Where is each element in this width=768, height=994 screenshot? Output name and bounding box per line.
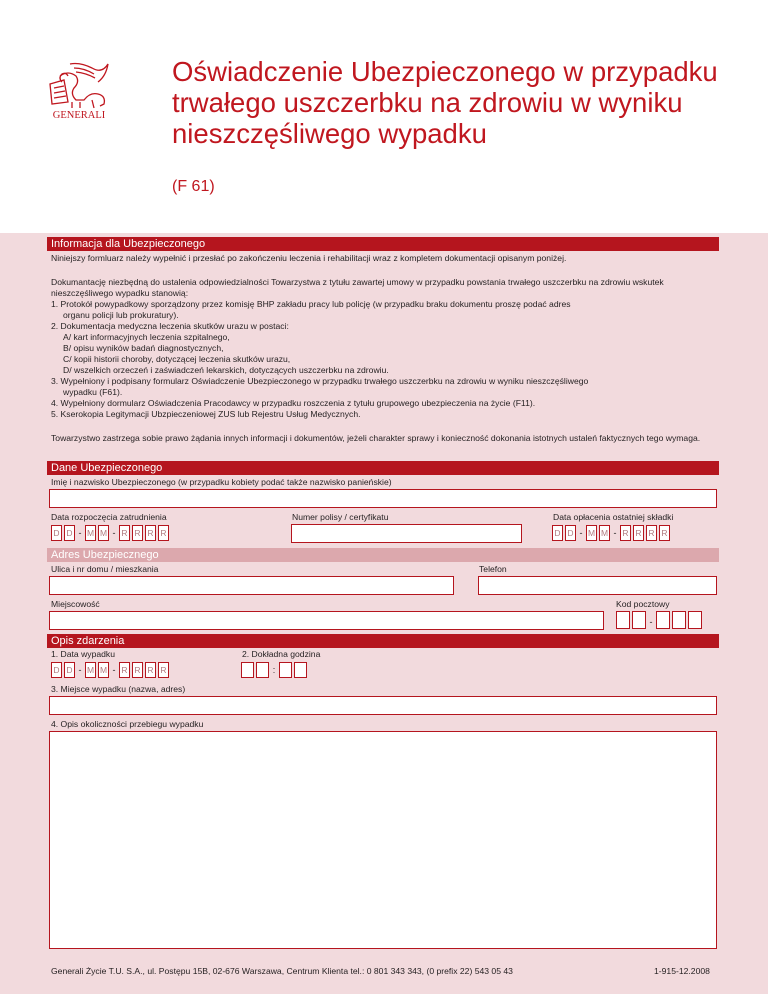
hour-box[interactable]: [241, 662, 254, 678]
date-separator: -: [78, 665, 82, 675]
year-box[interactable]: R: [132, 662, 143, 678]
accident-date-label: 1. Data wypadku: [51, 649, 116, 659]
month-box[interactable]: M: [85, 662, 96, 678]
year-box[interactable]: R: [659, 525, 670, 541]
date-separator: -: [112, 528, 116, 538]
month-box[interactable]: M: [586, 525, 597, 541]
doc-item-2a: A/ kart informacyjnych leczenia szpitalnego,: [63, 332, 230, 342]
year-box[interactable]: R: [119, 525, 130, 541]
policy-number-label: Numer polisy / certyfikatu: [292, 512, 389, 522]
event-heading: Opis zdarzenia: [47, 634, 719, 648]
doc-item-4: 4. Wypełniony dormularz Oświadczenia Pracodawcy w przypadku roszczenia z tytułu grupowego ubezpieczenia na życie (F11).: [51, 398, 536, 408]
form-code: (F 61): [172, 178, 215, 195]
year-box[interactable]: R: [119, 662, 130, 678]
city-label: Miejscowość: [51, 599, 100, 609]
phone-field[interactable]: [478, 576, 717, 595]
date-separator: -: [112, 665, 116, 675]
employment-date-boxes[interactable]: [51, 525, 169, 541]
postcode-boxes[interactable]: [616, 611, 702, 629]
phone-label: Telefon: [479, 564, 507, 574]
month-box[interactable]: M: [85, 525, 96, 541]
accident-description-field[interactable]: [49, 731, 717, 949]
year-box[interactable]: R: [646, 525, 657, 541]
insured-heading: Dane Ubezpieczonego: [47, 461, 719, 475]
footer-doc-id: 1-915-12.2008: [654, 966, 710, 976]
day-box[interactable]: D: [64, 525, 75, 541]
doc-item-3: 3. Wypełniony i podpisany formularz Oświadczenie Ubezpieczonego w przypadku trwałego uszczerbku na zdrowiu w wyniku nieszczęśliwego: [51, 376, 589, 386]
day-box[interactable]: D: [51, 662, 62, 678]
doc-item-2b: B/ opisu wyników badań diagnostycznych,: [63, 343, 224, 353]
info-docs-list: [51, 277, 721, 420]
postcode-digit-box[interactable]: [656, 611, 670, 629]
page-title: Oświadczenie Ubezpieczonego w przypadku trwałego uszczerbku na zdrowiu w wyniku nieszczęśliwego wypadku: [172, 56, 718, 149]
street-field[interactable]: [49, 576, 454, 595]
year-box[interactable]: R: [132, 525, 143, 541]
accident-place-field[interactable]: [49, 696, 717, 715]
postcode-digit-box[interactable]: [616, 611, 630, 629]
hour-box[interactable]: [256, 662, 269, 678]
accident-date-boxes[interactable]: [51, 662, 169, 678]
accident-time-boxes[interactable]: [241, 662, 307, 678]
postcode-separator: -: [649, 617, 653, 627]
month-box[interactable]: M: [98, 662, 109, 678]
doc-item-3b: wypadku (F61).: [63, 387, 123, 397]
month-box[interactable]: M: [599, 525, 610, 541]
year-box[interactable]: R: [620, 525, 631, 541]
employment-date-label: Data rozpoczęcia zatrudnienia: [51, 512, 167, 522]
day-box[interactable]: D: [51, 525, 62, 541]
name-label: Imię i nazwisko Ubezpieczonego (w przypadku kobiety podać także nazwisko panieńskie): [51, 477, 392, 487]
doc-item-2c: C/ kopii historii choroby, dotyczącej leczenia skutków urazu,: [63, 354, 291, 364]
date-separator: -: [78, 528, 82, 538]
postcode-digit-box[interactable]: [632, 611, 646, 629]
logo-wordmark: GENERALI: [52, 110, 106, 120]
docs-intro: Dokumantację niezbędną do ustalenia odpowiedzialności Towarzystwa z tytułu zawartej umowy w przypadku powstania trwałego uszczerbku na zdrowiu wskutek nieszczęśliwego wypadku stanowią:: [51, 277, 664, 298]
winged-lion-icon: [40, 60, 118, 120]
year-box[interactable]: R: [158, 662, 169, 678]
accident-time-label: 2. Dokładna godzina: [242, 649, 321, 659]
date-separator: -: [613, 528, 617, 538]
street-label: Ulica i nr domu / mieszkania: [51, 564, 159, 574]
postcode-digit-box[interactable]: [672, 611, 686, 629]
doc-item-1: 1. Protokół powypadkowy sporządzony przez komisję BHP zakładu pracy lub policję (w przypadku braku dokumentu proszę podać adres: [51, 299, 571, 309]
address-heading: Adres Ubezpiecznego: [47, 548, 719, 562]
year-box[interactable]: R: [145, 662, 156, 678]
year-box[interactable]: R: [145, 525, 156, 541]
doc-item-2d: D/ wszelkich orzeczeń i zaświadczeń lekarskich, dotyczących uszczerbku na zdrowiu.: [63, 365, 389, 375]
doc-item-2: 2. Dokumentacja medyczna leczenia skutków urazu w postaci:: [51, 321, 289, 331]
day-box[interactable]: D: [552, 525, 563, 541]
day-box[interactable]: D: [565, 525, 576, 541]
info-intro: Niniejszy formluarz należy wypełnić i przesłać po zakończeniu leczenia i rehabilitacji wraz z kompletem dokumentacji opisanym poniżej.: [51, 253, 567, 263]
accident-place-label: 3. Miejsce wypadku (nazwa, adres): [51, 684, 186, 694]
last-payment-label: Data opłacenia ostatniej składki: [553, 512, 674, 522]
footer-company: Generali Życie T.U. S.A., ul. Postępu 15B, 02-676 Warszawa, Centrum Klienta tel.: 0 801 343 343, (0 prefix 22) 543 05 43: [51, 966, 513, 976]
city-field[interactable]: [49, 611, 604, 630]
date-separator: -: [579, 528, 583, 538]
month-box[interactable]: M: [98, 525, 109, 541]
minute-box[interactable]: [279, 662, 292, 678]
accident-description-label: 4. Opis okoliczności przebiegu wypadku: [51, 719, 204, 729]
day-box[interactable]: D: [64, 662, 75, 678]
policy-number-field[interactable]: [291, 524, 522, 543]
info-closing: Towarzystwo zastrzega sobie prawo żądania innych informacji i dokumentów, jeżeli charakter sprawy i konieczność dokonania istotnych ustaleń faktycznych tego wymaga.: [51, 433, 701, 443]
time-separator: :: [272, 665, 276, 675]
postcode-digit-box[interactable]: [688, 611, 702, 629]
last-payment-date-boxes[interactable]: [552, 525, 670, 541]
generali-logo: [40, 60, 118, 125]
year-box[interactable]: R: [158, 525, 169, 541]
year-box[interactable]: R: [633, 525, 644, 541]
doc-item-5: 5. Kserokopia Legitymacji Ubzpieczeniowej ZUS lub Rejestru Usług Medycznych.: [51, 409, 361, 419]
minute-box[interactable]: [294, 662, 307, 678]
postcode-label: Kod pocztowy: [616, 599, 670, 609]
info-heading: Informacja dla Ubezpieczonego: [47, 237, 719, 251]
doc-item-1b: organu policji lub prokuratury).: [63, 310, 179, 320]
name-field[interactable]: [49, 489, 717, 508]
